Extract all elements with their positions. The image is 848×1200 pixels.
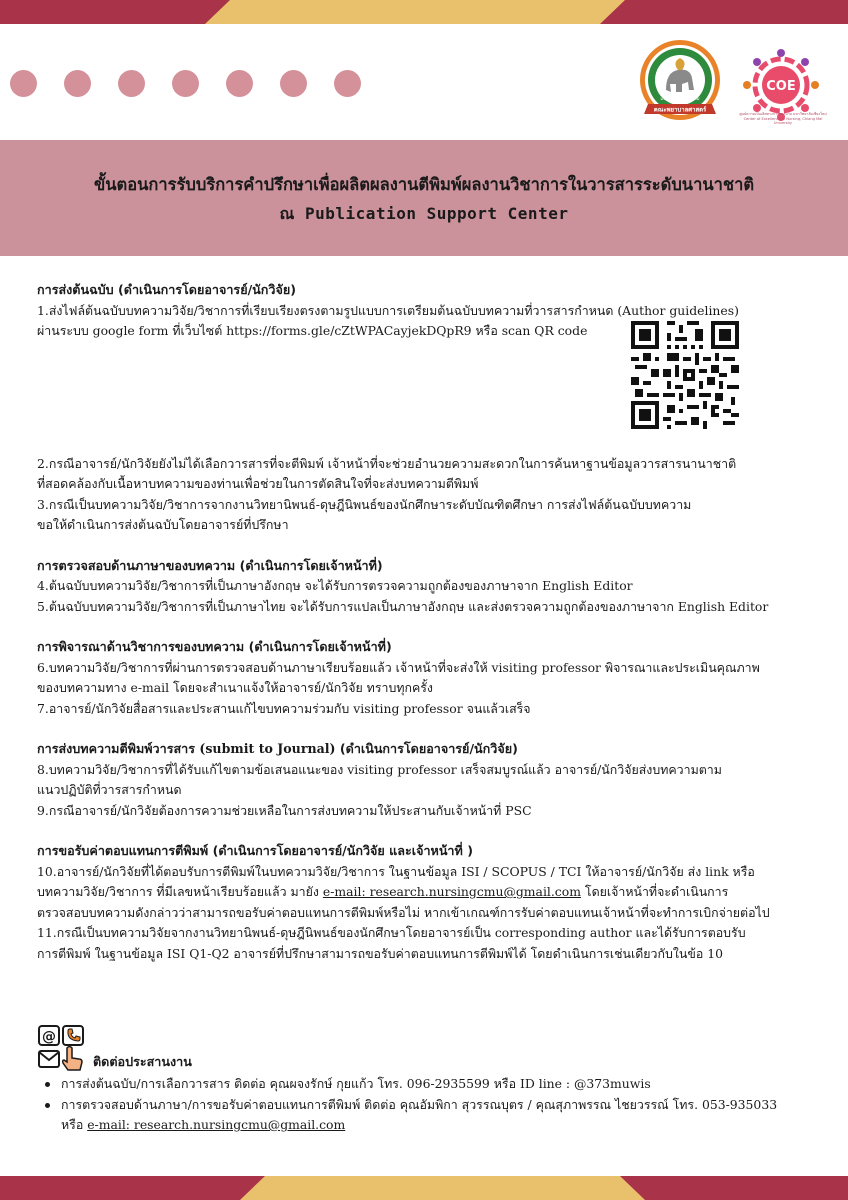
step-3-text-cont: ขอให้ดำเนินการส่งต้นฉบับโดยอาจารย์ที่ปรึกษา	[37, 517, 289, 532]
dot	[280, 70, 307, 97]
text-part: บทความวิจัย/วิชาการ ที่มีเลขหน้าเรียบร้อยแล้ว มายัง	[37, 884, 323, 899]
contact-icons	[37, 1024, 87, 1072]
dot	[334, 70, 361, 97]
dot	[226, 70, 253, 97]
step-10-text-cont	[37, 882, 817, 903]
step-1-form-link-text[interactable]: ผ่านระบบ google form ที่เว็บไซต์ https://forms.gle/cZtWPACayjekDQpR9 หรือ scan QR code	[37, 323, 588, 338]
coe-caption-en: Center of Excellence in Nursing, Chiang Mai University	[743, 116, 823, 125]
step-2-text-cont: ที่สอดคล้องกับเนื้อหาบทความของท่านเพื่อช่วยในการตัดสินใจที่จะส่งบทความตีพิมพ์	[37, 476, 479, 491]
qr-code-icon[interactable]	[631, 321, 739, 429]
main-content	[37, 280, 817, 964]
text-part: โดยเจ้าหน้าที่จะดำเนินการ	[580, 884, 729, 899]
section-heading-submission: การส่งต้นฉบับ (ดำเนินการโดยอาจารย์/นักวิจัย)	[37, 282, 296, 297]
step-8-text: 8.บทความวิจัย/วิชาการที่ได้รับแก้ไขตามข้อเสนอแนะของ visiting professor เสร็จสมบูรณ์แล้ว อาจารย์/นักวิจัยส่งบทความตาม	[37, 761, 722, 777]
list-item	[37, 1074, 827, 1095]
dot	[172, 70, 199, 97]
step-3-text: 3.กรณีเป็นบทความวิจัย/วิชาการจากงานวิทยานิพนธ์-ดุษฎีนิพนธ์ของนักศึกษาระดับบัณฑิตศึกษา การส่งไฟล์ต้นฉบับบทความ	[37, 496, 692, 512]
step-5-text: 5.ต้นฉบับบทความวิจัย/วิชาการที่เป็นภาษาไทย จะได้รับการแปลเป็นภาษาอังกฤษ และส่งตรวจความถูกต้องของภาษาจาก English Editor	[37, 598, 769, 614]
step-11-text-cont: การตีพิมพ์ ในฐานข้อมูล ISI Q1-Q2 อาจารย์ที่ปรึกษาสามารถขอรับค่าตอบแทนการตีพิมพ์ได้ โดยดำเนินการเช่นเดียวกับในข้อ 10	[37, 945, 723, 961]
step-4-text: 4.ต้นฉบับบทความวิจัย/วิชาการที่เป็นภาษาอังกฤษ จะได้รับการตรวจความถูกต้องของภาษาจาก English Editor	[37, 578, 633, 593]
step-7-text: 7.อาจารย์/นักวิจัยสื่อสารและประสานแก้ไขบทความร่วมกับ visiting professor จนแล้วเสร็จ	[37, 700, 531, 716]
logo-ribbon-text: คณะพยาบาลศาสตร์	[653, 106, 707, 114]
contact-title: ติดต่อประสานงาน	[93, 1054, 192, 1069]
step-2-text: 2.กรณีอาจารย์/นักวิจัยยังไม่ได้เลือกวารสารที่จะตีพิมพ์ เจ้าหน้าที่จะช่วยอำนวยความสะดวกในการค้นหาฐานข้อมูลวารสารนานาชาติ	[37, 455, 737, 471]
email-link[interactable]: e-mail: research.nursingcmu@gmail.com	[322, 884, 581, 899]
dot	[118, 70, 145, 97]
page-title: ขั้นตอนการรับบริการคำปรึกษาเพื่อผลิตผลงานตีพิมพ์ผลงานวิชาการในวารสารระดับนานาชาติ	[93, 175, 755, 194]
bottom-decorative-bar	[0, 1176, 848, 1200]
coe-caption-th: ศูนย์ความเป็นเลิศทางการพยาบาล มหาวิทยาลัยเชียงใหม่	[739, 112, 827, 116]
page-subtitle: ณ Publication Support Center	[279, 204, 569, 223]
email-link[interactable]: e-mail: research.nursingcmu@gmail.com	[87, 1117, 346, 1132]
section-heading-compensation: การขอรับค่าตอบแทนการตีพิมพ์ (ดำเนินการโดยอาจารย์/นักวิจัย และเจ้าหน้าที่ )	[37, 843, 473, 858]
step-10-text-cont2: ตรวจสอบบทความดังกล่าวว่าสามารถขอรับค่าตอบแทนการตีพิมพ์หรือไม่ หากเข้าเกณฑ์การรับค่าตอบแทนเจ้าหน้าที่จะทำการเบิกจ่ายต่อไป	[37, 904, 770, 920]
list-item	[37, 1095, 827, 1136]
step-10-text: 10.อาจารย์/นักวิจัยที่ได้ตอบรับการตีพิมพ์ในบทความวิจัย/วิชาการ ในฐานข้อมูล ISI / SCOPUS / TCI ให้อาจารย์/นักวิจัย ส่ง link หรือ	[37, 863, 755, 879]
contact-item-text: การส่งต้นฉบับ/การเลือกวารสาร ติดต่อ คุณผจงรักษ์ กุยแก้ว โทร. 096-2935599 หรือ ID line : @373muwis	[61, 1076, 651, 1091]
step-11-text: 11.กรณีเป็นบทความวิจัยจากงานวิทยานิพนธ์-ดุษฎีนิพนธ์ของนักศึกษาโดยอาจารย์เป็น corresponding author และได้รับการตอบรับ	[37, 925, 746, 940]
heading-part: การส่งบทความตีพิมพ์วารสาร	[37, 741, 200, 756]
contact-list	[37, 1074, 827, 1136]
section-heading-language: การตรวจสอบด้านภาษาของบทความ (ดำเนินการโดยเจ้าหน้าที่)	[37, 557, 383, 573]
contact-item-text: การตรวจสอบด้านภาษา/การขอรับค่าตอบแทนการตีพิมพ์ ติดต่อ คุณอัมพิกา สุวรรณบุตร / คุณสุภาพรรณ ไชยวรรณ์ โทร. 053-935033	[61, 1096, 778, 1112]
top-decorative-bar	[0, 0, 848, 24]
coe-caption	[738, 112, 828, 126]
dot	[10, 70, 37, 97]
section-heading-academic: การพิจารณาด้านวิชาการของบทความ (ดำเนินการโดยเจ้าหน้าที่)	[37, 639, 392, 654]
coe-text: COE	[766, 79, 796, 94]
heading-part: (ดำเนินการโดยอาจารย์/นักวิจัย)	[335, 741, 518, 756]
at-sign-icon: @	[42, 1029, 56, 1045]
step-9-text: 9.กรณีอาจารย์/นักวิจัยต้องการความช่วยเหลือในการส่งบทความให้ประสานกับเจ้าหน้าที่ PSC	[37, 802, 532, 818]
dot	[64, 70, 91, 97]
heading-part-en: (submit to Journal)	[199, 741, 336, 756]
contact-item-text: หรือ	[61, 1117, 88, 1132]
step-6-text: 6.บทความวิจัย/วิชาการที่ผ่านการตรวจสอบด้านภาษาเรียบร้อยแล้ว เจ้าหน้าที่จะส่งให้ visiting professor พิจารณาและประเมินคุณภาพ	[37, 659, 760, 675]
qr-line	[37, 321, 817, 342]
logo-arc-text: มหาวิทยาลัยเชียงใหม่	[660, 96, 700, 101]
section-heading-journal-submit	[37, 739, 817, 760]
step-8-text-cont: แนวปฏิบัติที่วารสารกำหนด	[37, 782, 182, 797]
nursing-faculty-logo	[636, 38, 724, 126]
step-6-text-cont: ของบทความทาง e-mail โดยจะสำเนาแจ้งให้อาจารย์/นักวิจัย ทราบทุกครั้ง	[37, 680, 433, 695]
title-banner	[0, 140, 848, 256]
step-1-text: 1.ส่งไฟล์ต้นฉบับบทความวิจัย/วิชาการที่เรียบเรียงตรงตามรูปแบบการเตรียมต้นฉบับบทความที่วารสารกำหนด (Author guidelines)	[37, 302, 739, 318]
